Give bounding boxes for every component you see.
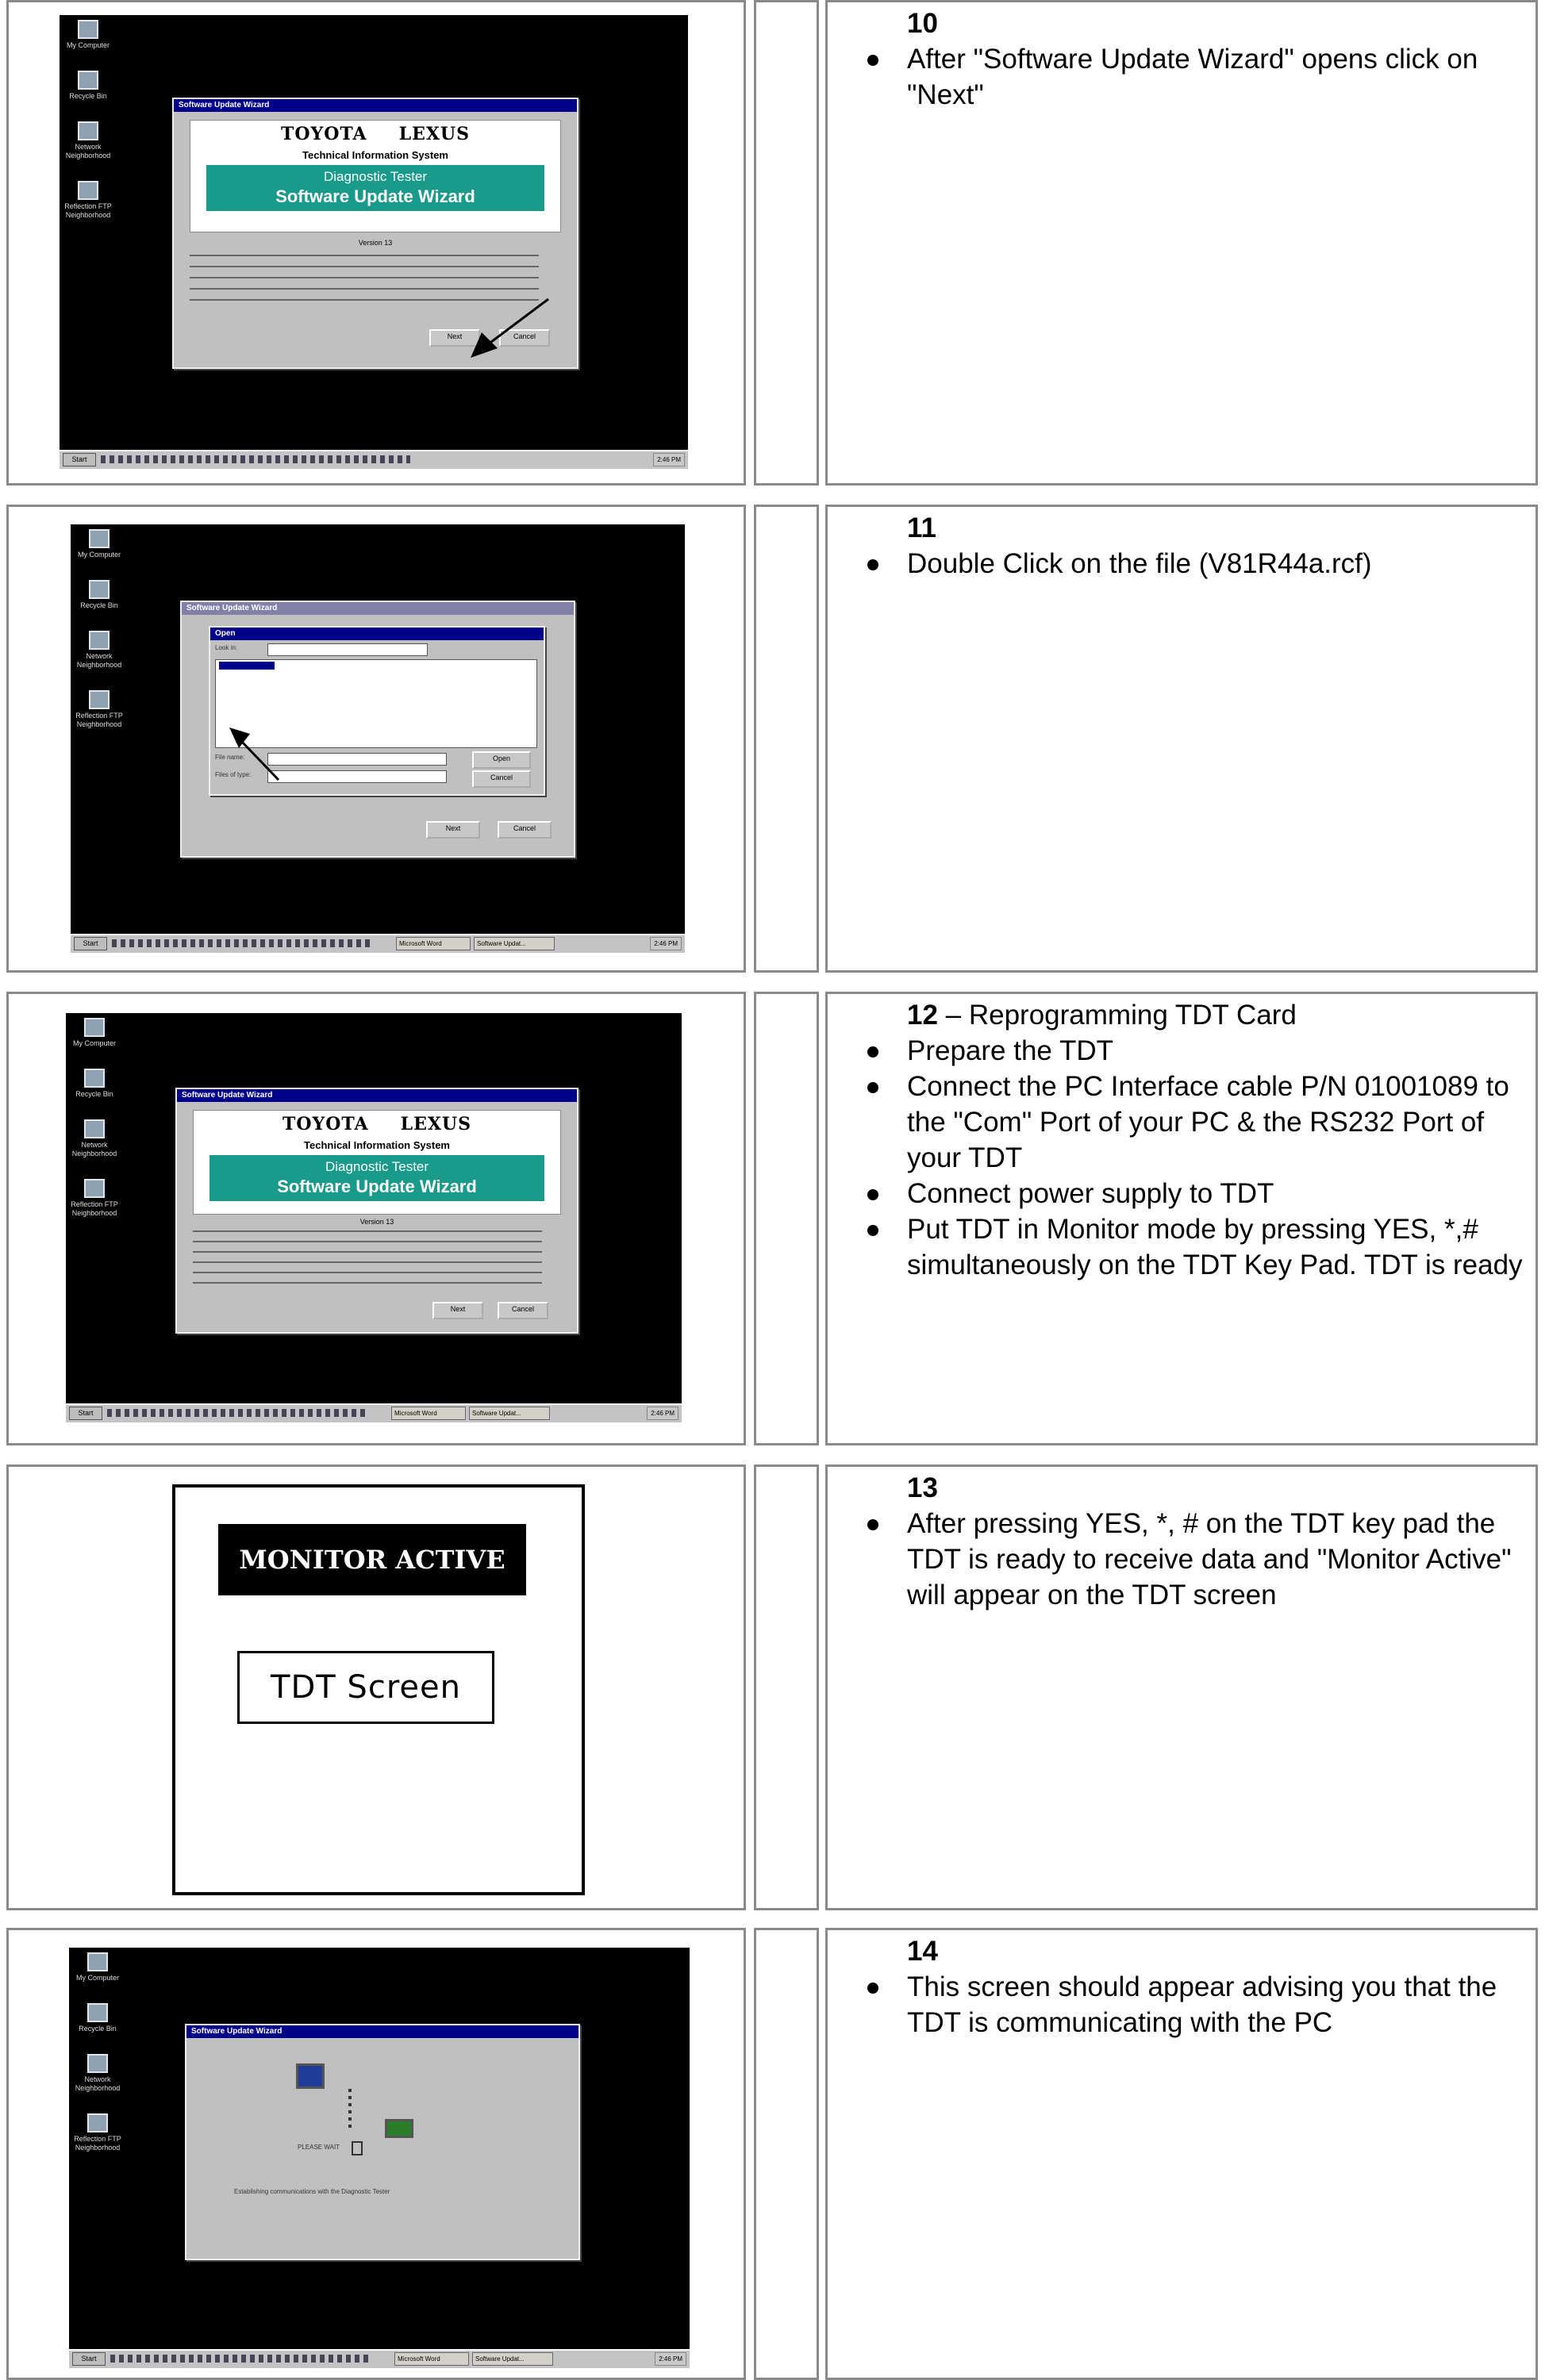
wizard-line2: Software Update Wizard	[275, 186, 475, 206]
dialog-cancel-button[interactable]: Cancel	[472, 770, 531, 788]
quick-launch-icons	[112, 939, 374, 947]
step-number: 13	[907, 1472, 938, 1503]
cancel-button[interactable]: Cancel	[498, 821, 552, 839]
step-number: 10	[907, 8, 938, 39]
brand-logos	[194, 1111, 560, 1138]
row-separator	[6, 1449, 1538, 1460]
hourglass-icon	[352, 2141, 363, 2155]
my-computer-icon: My Computer	[75, 529, 123, 559]
system-name: Technical Information System	[304, 1139, 450, 1151]
recycle-bin-icon: Recycle Bin	[71, 1069, 118, 1099]
recycle-bin-icon: Recycle Bin	[74, 2003, 121, 2033]
step-13-image-cell	[6, 1464, 746, 1910]
taskbar	[71, 934, 685, 953]
step-number: 12	[907, 1000, 938, 1031]
taskbar-clock: 2:46 PM	[647, 1407, 678, 1420]
my-computer-icon: My Computer	[64, 20, 112, 50]
desktop-icons	[74, 1952, 137, 2173]
network-neighborhood-icon: Network Neighborhood	[74, 2054, 121, 2093]
window-title: Software Update Wizard	[174, 99, 577, 112]
my-computer-icon: My Computer	[74, 1952, 121, 1983]
step-bullet: Connect power supply to TDT	[907, 1176, 1536, 1211]
taskbar-clock: 2:46 PM	[653, 453, 685, 466]
tdt-screen-box: TDT Screen	[237, 1651, 494, 1724]
connection-dots	[348, 2089, 352, 2129]
lexus-logo: LEXUS	[400, 1114, 472, 1134]
row-separator	[6, 976, 1538, 987]
step-subtitle: – Reprogramming TDT Card	[937, 1000, 1297, 1031]
wizard-line1: Diagnostic Tester	[323, 169, 428, 184]
step-bullets	[907, 1969, 1536, 2040]
step-12-image-cell	[6, 992, 746, 1445]
step-bullets	[907, 41, 1536, 113]
reflection-ftp-icon: Reflection FTP Neighborhood	[64, 181, 112, 220]
step-12-screenshot	[66, 1013, 682, 1422]
system-name: Technical Information System	[302, 149, 448, 161]
wizard-banner	[209, 1155, 544, 1201]
step-11-screenshot	[71, 524, 685, 953]
my-computer-icon: My Computer	[71, 1018, 118, 1048]
row-separator	[6, 489, 1538, 500]
look-in-label: Look in:	[215, 644, 238, 651]
software-update-wizard-window	[175, 1088, 578, 1334]
desktop-icons	[71, 1018, 134, 1238]
step-bullet: After "Software Update Wizard" opens click on "Next"	[907, 41, 1536, 113]
taskbar-task-wizard[interactable]: Software Updat...	[474, 937, 555, 950]
step-11-text-cell	[825, 505, 1538, 973]
please-wait-label: PLEASE WAIT	[298, 2144, 340, 2151]
step-10-screenshot	[60, 15, 688, 469]
network-neighborhood-icon: Network Neighborhood	[71, 1119, 118, 1158]
version-label: Version 13	[359, 1218, 394, 1226]
network-neighborhood-icon: Network Neighborhood	[75, 631, 123, 670]
step-12-middle-cell	[754, 992, 819, 1445]
step-bullet: After pressing YES, *, # on the TDT key pad the TDT is ready to receive data and "Monitor Active" will appear on the TDT screen	[907, 1506, 1536, 1613]
quick-launch-icons	[101, 455, 410, 463]
step-14-screenshot	[69, 1948, 690, 2368]
step-bullets	[907, 1506, 1536, 1613]
quick-launch-icons	[107, 1409, 369, 1417]
start-button[interactable]: Start	[63, 453, 96, 466]
recycle-bin-icon: Recycle Bin	[64, 71, 112, 101]
taskbar-task-word[interactable]: Microsoft Word	[394, 2352, 469, 2366]
step-14-image-cell	[6, 1928, 746, 2380]
start-button[interactable]: Start	[72, 2352, 106, 2366]
step-bullet: Put TDT in Monitor mode by pressing YES, *,# simultaneously on the TDT Key Pad. TDT is ready	[907, 1211, 1536, 1283]
taskbar-task-word[interactable]: Microsoft Word	[396, 937, 471, 950]
diagnostic-tester-icon	[385, 2119, 413, 2138]
step-heading	[907, 997, 1536, 1033]
step-13-middle-cell	[754, 1464, 819, 1910]
taskbar	[60, 450, 688, 469]
pointer-arrow-icon	[71, 524, 685, 953]
reflection-ftp-icon: Reflection FTP Neighborhood	[74, 2113, 121, 2152]
toyota-logo: TOYOTA	[280, 124, 367, 144]
step-10-middle-cell	[754, 0, 819, 486]
step-bullet: Double Click on the file (V81R44a.rcf)	[907, 546, 1536, 582]
window-title: Software Update Wizard	[182, 602, 574, 615]
step-10-image-cell	[6, 0, 746, 486]
row-separator	[6, 1914, 1538, 1925]
step-11-image-cell	[6, 505, 746, 973]
step-11-middle-cell	[754, 505, 819, 973]
step-12-text-cell	[825, 992, 1538, 1445]
tdt-device-frame	[172, 1484, 585, 1895]
step-bullet: Prepare the TDT	[907, 1033, 1536, 1069]
step-13-text-cell	[825, 1464, 1538, 1910]
step-number: 11	[907, 512, 936, 543]
quick-launch-icons	[110, 2355, 372, 2363]
taskbar-task-word[interactable]: Microsoft Word	[391, 1407, 466, 1420]
version-label: Version 13	[358, 239, 393, 247]
step-number: 14	[907, 1936, 938, 1967]
lexus-logo: LEXUS	[398, 124, 471, 144]
step-14-text-cell	[825, 1928, 1538, 2380]
taskbar-clock: 2:46 PM	[650, 937, 682, 950]
step-bullets	[907, 546, 1536, 582]
next-button[interactable]: Next	[429, 329, 480, 347]
instruction-lines	[193, 1230, 542, 1292]
cancel-button[interactable]: Cancel	[498, 1302, 548, 1319]
reflection-ftp-icon: Reflection FTP Neighborhood	[75, 690, 123, 729]
step-bullet: Connect the PC Interface cable P/N 01001089 to the "Com" Port of your PC & the RS232 Port of your TDT	[907, 1069, 1536, 1176]
step-14-middle-cell	[754, 1928, 819, 2380]
wizard-line1: Diagnostic Tester	[325, 1159, 429, 1174]
step-bullets	[907, 1033, 1536, 1283]
open-button[interactable]: Open	[472, 751, 531, 769]
software-update-wizard-window	[185, 2024, 580, 2260]
step-bullet: This screen should appear advising you that the TDT is communicating with the PC	[907, 1969, 1536, 2040]
window-title: Software Update Wizard	[177, 1089, 577, 1102]
dialog-title: Open	[210, 628, 544, 640]
taskbar	[66, 1403, 682, 1422]
establishing-label: Establishing communications with the Diagnostic Tester	[234, 2188, 390, 2195]
toyota-logo: TOYOTA	[282, 1114, 369, 1134]
taskbar	[69, 2349, 690, 2368]
taskbar-clock: 2:46 PM	[655, 2352, 686, 2366]
monitor-active-banner: MONITOR ACTIVE	[218, 1524, 526, 1595]
start-button[interactable]: Start	[74, 937, 107, 950]
wizard-line2: Software Update Wizard	[277, 1177, 477, 1196]
reflection-ftp-icon: Reflection FTP Neighborhood	[71, 1179, 118, 1218]
network-neighborhood-icon: Network Neighborhood	[64, 121, 112, 160]
recycle-bin-icon: Recycle Bin	[75, 580, 123, 610]
taskbar-task-wizard[interactable]: Software Updat...	[472, 2352, 553, 2366]
window-title: Software Update Wizard	[186, 2025, 578, 2038]
start-button[interactable]: Start	[69, 1407, 102, 1420]
cancel-button[interactable]: Cancel	[499, 329, 550, 347]
next-button[interactable]: Next	[432, 1302, 483, 1319]
file-name-label: File name:	[215, 754, 245, 761]
taskbar-task-wizard[interactable]: Software Updat...	[469, 1407, 550, 1420]
pc-computer-icon	[296, 2063, 325, 2089]
next-button[interactable]: Next	[426, 821, 480, 839]
files-type-label: Files of type:	[215, 771, 252, 778]
pointer-arrow-icon	[60, 15, 688, 469]
brand-panel	[193, 1110, 561, 1215]
step-10-text-cell	[825, 0, 1538, 486]
